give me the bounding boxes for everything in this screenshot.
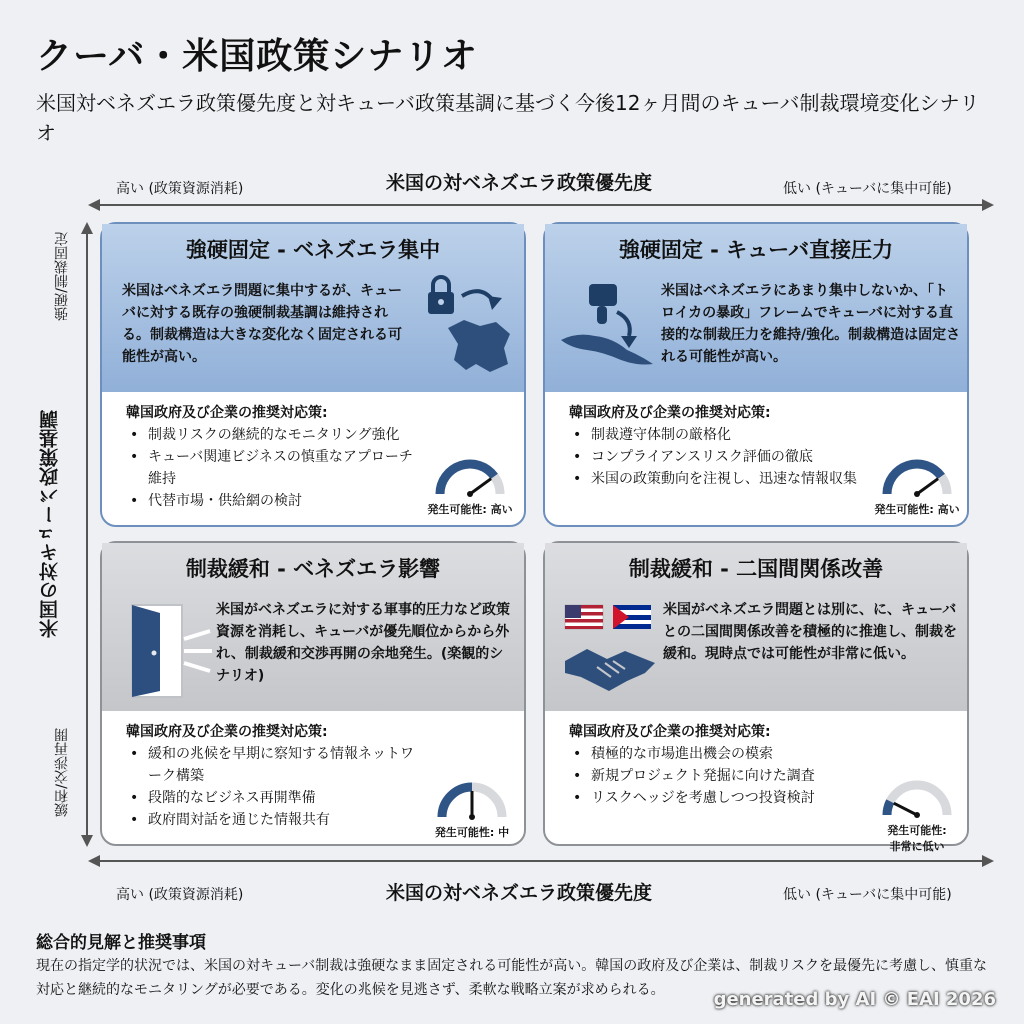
scenario-title: 強硬固定 - キューバ直接圧力 (618, 238, 894, 262)
gauge-track (887, 785, 947, 815)
left-axis-title: 米国の対キューバ政策基調 (39, 410, 61, 638)
scenario-description: 米国がベネズエラ問題とは別に、に、キューバとの二国間関係改善を積極的に推進し、制裁を緩和。現時点では可能性が非常に低い。 (663, 602, 957, 662)
scenario-title: 制裁緩和 - 二国間関係改善 (628, 557, 884, 581)
handshake-icon (565, 649, 655, 691)
recommendation-item: • コンプライアンスリスク評価の徹底 (585, 446, 869, 468)
top-axis-arrow (88, 196, 994, 214)
likelihood-gauge (420, 456, 520, 517)
likelihood-gauge (422, 779, 522, 840)
recommendation-item: • キューバ関連ビジネスの慎重なアプローチ維持 (142, 446, 426, 490)
scenario-title: 強硬固定 - ベネズエラ集中 (185, 238, 441, 262)
recommendations (126, 402, 426, 512)
recommendation-item: • 制裁リスクの継続的なモニタリング強化 (142, 424, 426, 446)
us-flag-icon (565, 605, 603, 629)
venezuela-map-icon (448, 320, 510, 372)
likelihood-label: 発生可能性: 中 (434, 826, 510, 839)
gauge-hub (914, 812, 920, 818)
gauge-hub (469, 814, 475, 820)
recommendation-item: • 米国の政策動向を注視し、迅速な情報収集 (585, 468, 869, 490)
watermark: generated by AI © EAI 2026 (713, 989, 996, 1010)
recommendation-item: • 政府間対話を通じた情報共有 (142, 809, 426, 831)
top-axis-left-label: 高い (政策資源消耗) (116, 181, 244, 197)
pressure-cuba-illustration (557, 278, 657, 378)
gauge-dial (432, 456, 508, 498)
recommendations-header: 韓国政府及び企業の推奨対応策: (569, 405, 771, 421)
gauge-dial (879, 777, 955, 819)
gauge-fill (442, 787, 472, 817)
lock-venezuela-illustration (420, 272, 520, 382)
page-subtitle: 米国対ベネズエラ政策優先度と対キューバ政策基調に基づく今後12ヶ月間のキューバ制裁環境変化シナリオ (36, 91, 980, 145)
left-axis-top-label: 強硬/制裁固定 (54, 232, 70, 321)
recommendations-header: 韓国政府及び企業の推奨対応策: (569, 724, 771, 740)
recommendations (569, 721, 869, 809)
gauge-fill (440, 464, 494, 494)
lock-icon (428, 277, 454, 314)
gauge-dial (434, 779, 510, 821)
recommendations (126, 721, 426, 831)
top-axis-right-label: 低い (キューバに集中可能) (783, 181, 952, 197)
scenario-panel-relax-bilateral (543, 541, 969, 853)
likelihood-label: 発生可能性: 非常に低い (887, 824, 947, 853)
bottom-axis-left-label: 高い (政策資源消耗) (116, 887, 244, 903)
bottom-axis-right-label: 低い (キューバに集中可能) (783, 887, 952, 903)
likelihood-gauge (867, 456, 967, 517)
recommendation-item: • 段階的なビジネス再開準備 (142, 787, 426, 809)
recommendation-item: • 代替市場・供給網の検討 (142, 490, 426, 512)
recommendations-header: 韓国政府及び企業の推奨対応策: (126, 405, 328, 421)
likelihood-label: 発生可能性: 高い (427, 503, 513, 516)
scenario-panel-relax-venezuela (100, 541, 526, 846)
bottom-axis-arrow (88, 852, 994, 870)
top-axis-title: 米国の対ベネズエラ政策優先度 (386, 172, 653, 194)
scenario-description: 米国はベネズエラ問題に集中するが、キューバに対する既存の強硬制裁基調は維持される。制裁構造は大きな変化なく固定される可能性が高い。 (122, 283, 402, 365)
recommendation-item: • 積極的な市場進出機会の模索 (585, 743, 869, 765)
open-door-illustration (122, 599, 214, 703)
recommendations-header: 韓国政府及び企業の推奨対応策: (126, 724, 328, 740)
gauge-needle (917, 479, 938, 494)
recommendation-item: • リスクヘッジを考慮しつつ投資検討 (585, 787, 869, 809)
flags-handshake-illustration (561, 601, 661, 701)
pressing-hand-icon (589, 284, 617, 324)
left-axis-arrow (78, 222, 96, 847)
scenario-description: 米国がベネズエラに対する軍事的圧力など政策資源を消耗し、キューバが優先順位からから外れ、制裁緩和交渉再開の余地発生。(楽観的シナリオ) (216, 602, 510, 684)
summary-heading: 総合的見解と推奨事項 (36, 933, 206, 953)
summary-text: 現在の指定学的状況では、米国の対キューバ制裁は強硬なまま固定される可能性が高い。韓国の政府及び企業は、制裁リスクを最優先に考慮し、慎重な対応と継続的なモニタリングが必要である。変化の兆候を見逃さず、柔軟な戦略立案が求められる。 (36, 958, 988, 998)
recommendation-item: • 新規プロジェクト発掘に向けた調査 (585, 765, 869, 787)
gauge-fill (887, 801, 890, 815)
left-axis-bottom-label: 緩和/交渉再開 (54, 728, 70, 817)
gauge-dial (879, 456, 955, 498)
scenario-description: 米国はベネズエラにあまり集中しないか、「トロイカの暴政」フレームでキューバに対する直接的な制裁圧力を維持/強化。制裁構造は固定される可能性が高い。 (661, 283, 961, 365)
likelihood-label: 発生可能性: 高い (874, 503, 960, 516)
recommendation-item: • 緩和の兆候を早期に察知する情報ネットワーク構築 (142, 743, 426, 787)
scenario-title: 制裁緩和 - ベネズエラ影響 (185, 557, 441, 581)
gauge-fill (887, 464, 941, 494)
gauge-needle (470, 479, 491, 494)
gauge-hub (467, 491, 473, 497)
cuba-flag-icon (613, 605, 651, 629)
open-door-icon (132, 605, 212, 697)
cuba-map-icon (561, 335, 653, 365)
scenario-panel-strict-venezuela (100, 222, 526, 527)
recommendations (569, 402, 869, 490)
scenario-panel-strict-cuba (543, 222, 969, 527)
recommendation-item: • 制裁遵守体制の厳格化 (585, 424, 869, 446)
bottom-axis-title: 米国の対ベネズエラ政策優先度 (386, 882, 653, 904)
likelihood-gauge (871, 777, 963, 854)
gauge-needle (894, 803, 917, 815)
gauge-hub (914, 491, 920, 497)
page-title: クーバ・米国政策シナリオ (36, 36, 478, 77)
